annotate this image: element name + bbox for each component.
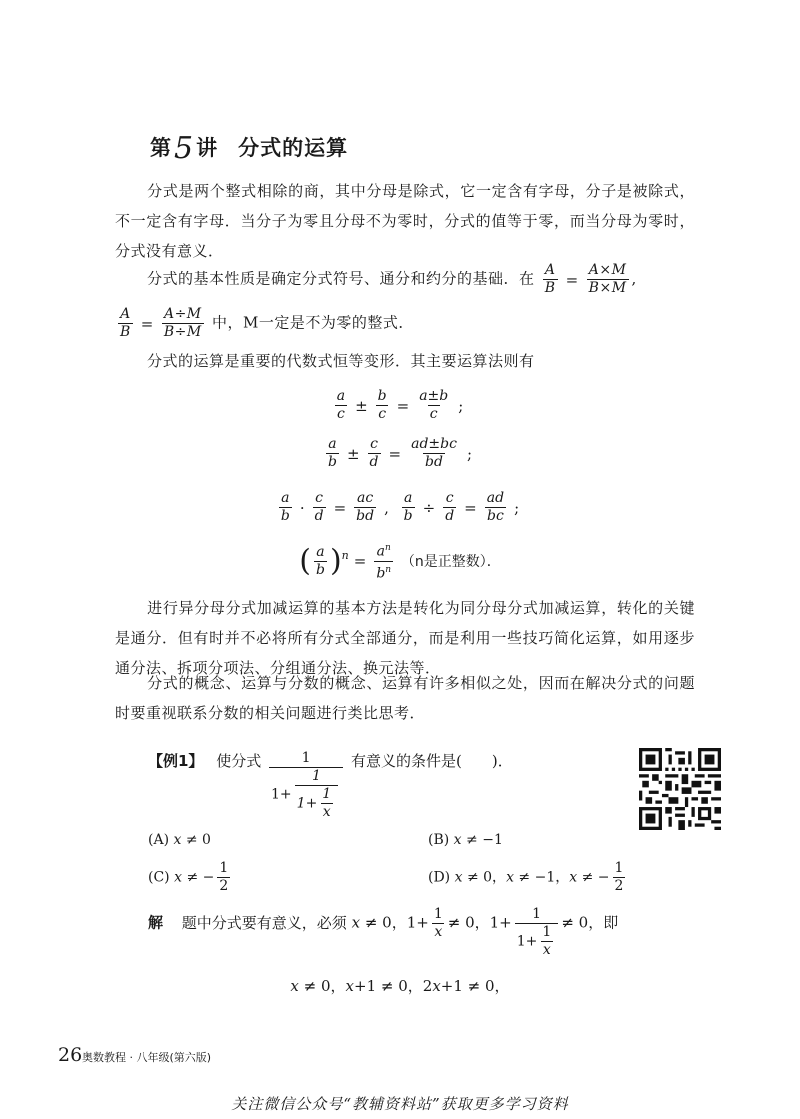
paragraph-1-text: 分式是两个整式相除的商，其中分母是除式，它一定含有字母，分子是被除式，不一定含有字母．当分子为零且分母不为零时，分式的值等于零，而当分母为零时，分式没有意义． [115,182,695,260]
paragraph-5-text: 进行异分母分式加减运算的基本方法是转化为同分母分式加减运算，转化的关键是通分．但有时并不必将所有分式全部通分，而是利用一些技巧简化运算，如用逐步通分法、拆项分项法、分组通分法、换元法等． [115,599,695,677]
paragraph-3-text: 中，M一定是不为零的整式． [212,313,414,332]
chapter-number: 5 [174,131,195,166]
qr-code[interactable] [639,748,721,830]
chapter-name: 分式的运算 [238,136,349,160]
example-1-stem: 【例1】 使分式 1 1+ 1 1+ $\frac{1}{x}$ 有意义的条件是( )． [148,750,513,820]
option-d-label: (D) [428,869,451,886]
page-number: 26 [58,1044,83,1066]
paragraph-basic-property: 分式的基本性质是确定分式符号、通分和约分的基础．在 $\frac{A}{B}$ = $\frac{A\times M}{B\times M}$ , [147,262,637,296]
chapter-prefix: 第 [150,136,172,160]
option-d: (D) x ≠ 0，x ≠ −1，x ≠ − $\frac{1}{2}$ [428,860,624,894]
example-stem: 使分式 [216,752,262,770]
formula-multiply-divide: $\frac{a}{b}$ · $\frac{c}{d}$ = $\frac{ac}{bd}$ , $\frac{a}{b}$ ÷ $\frac{c}{d}$ = $\frac{ad}{bc}$ ; [280,490,520,524]
option-b: (B) x ≠ −1 [428,832,503,848]
option-c-label: (C) [148,869,170,886]
footer-note: 关注微信公众号“教辅资料站”获取更多学习资料 [231,1095,569,1113]
solution: 解 题中分式要有意义，必须 x ≠ 0，1+ $\frac{1}{x}$ ≠ 0，1+ 1 1+ $\frac{1}{x}$ ≠ 0，即 [148,906,619,958]
option-b-label: (B) [428,832,450,848]
formula-same-denominator: $\frac{a}{c}$ ± $\frac{b}{c}$ = $\frac{a\pm b}{c}$ ; [336,388,464,422]
paragraph-rules-intro [115,346,695,376]
formula-diff-denominator: $\frac{a}{b}$ ± $\frac{c}{d}$ = $\frac{ad\pm bc}{bd}$ ; [328,436,472,470]
option-a-label: (A) [148,832,170,848]
paragraph-basic-property-cont: $\frac{A}{B}$ = $\frac{A\div M}{B\div M}$ 中，M一定是不为零的整式． [120,306,414,340]
solution-conditions: x ≠ 0，x+1 ≠ 0，2x+1 ≠ 0， [290,977,510,995]
paragraph-analogy [115,668,695,728]
solution-label: 解 [148,913,164,932]
chapter-title [150,128,349,166]
paragraph-definition [115,176,695,266]
option-c: (C) x ≠ − $\frac{1}{2}$ [148,860,229,894]
paragraph-2-text: 分式的基本性质是确定分式符号、通分和约分的基础．在 [147,269,535,288]
example-label: 【例1】 [148,752,204,770]
formula-power-note: （n是正整数）． [400,554,501,571]
solution-end: 即 [603,913,619,932]
paragraph-4-text: 分式的运算是重要的代数式恒等变形．其主要运算法则有 [147,352,535,370]
book-title: 奥数教程 · 八年级(第六版) [82,1051,212,1064]
paragraph-6-text: 分式的概念、运算与分数的概念、运算有许多相似之处，因而在解决分式的问题时要重视联系分数的相关问题进行类比思考． [115,674,695,722]
solution-text: 题中分式要有意义，必须 [181,913,347,932]
chapter-suffix: 讲 [196,136,219,160]
formula-power: ( $\frac{a}{b}$ )$^n$ = $\frac{a^n}{b^n}$ （n是正整数）． [299,543,501,582]
example-stem-end: 有意义的条件是( )． [351,752,513,770]
option-a: (A) x ≠ 0 [148,832,211,848]
